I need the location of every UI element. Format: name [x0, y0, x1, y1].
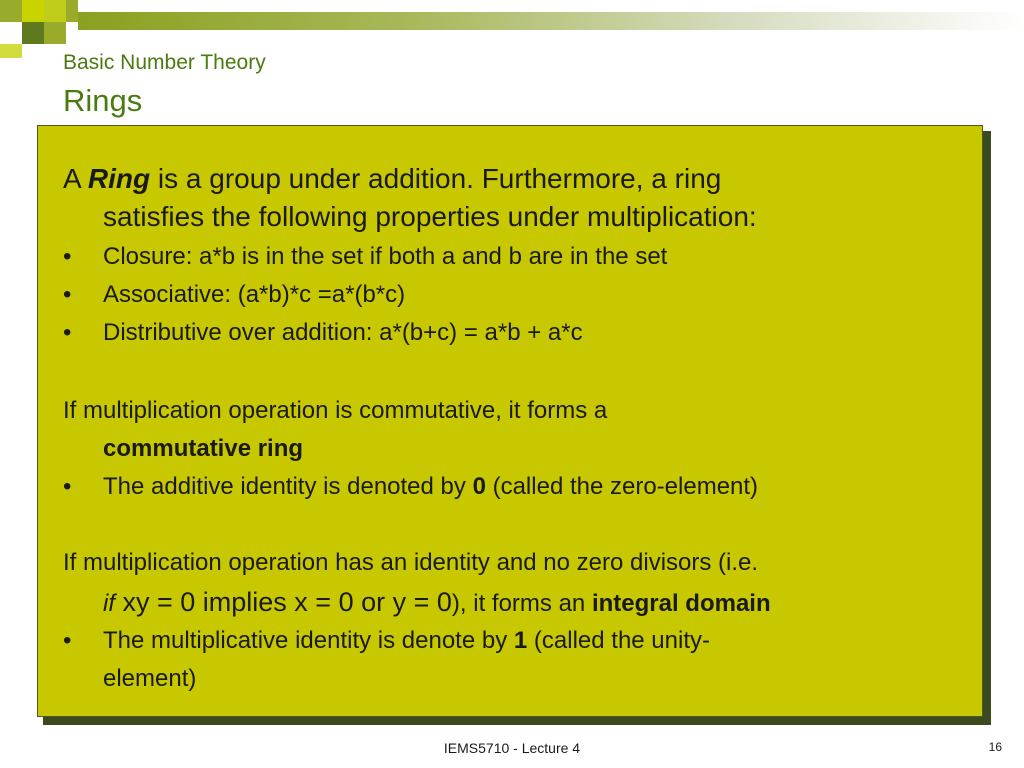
term-commutative-ring: commutative ring [103, 435, 304, 462]
decor-square [44, 0, 66, 22]
paragraph-commutative: If multiplication operation is commutative, it forms a [63, 397, 608, 424]
header-gradient-bar [78, 12, 1024, 30]
slide-subtitle: Basic Number Theory [63, 51, 266, 74]
paragraph-integral-domain-cont: if xy = 0 implies x = 0 or y = 0), it forms an integral domain [103, 587, 771, 617]
decor-square [22, 22, 44, 44]
paragraph-ring-definition-cont: satisfies the following properties under multiplication: [103, 201, 757, 232]
page-number: 16 [988, 740, 1002, 754]
decor-square [0, 44, 22, 58]
footer-lecture: IEMS5710 - Lecture 4 [443, 740, 581, 756]
decor-square [22, 0, 44, 22]
list-item-cont: element) [103, 665, 197, 692]
decor-square [44, 22, 66, 44]
paragraph-ring-definition: A Ring is a group under addition. Furthermore, a ring [63, 163, 722, 194]
decor-square [66, 0, 78, 22]
term-integral-domain: integral domain [591, 590, 771, 617]
paragraph-integral-domain: If multiplication operation has an identity and no zero divisors (i.e. [63, 549, 759, 576]
slide-title: Rings [63, 83, 143, 118]
term-ring: Ring [87, 163, 151, 194]
decor-square [0, 0, 22, 22]
